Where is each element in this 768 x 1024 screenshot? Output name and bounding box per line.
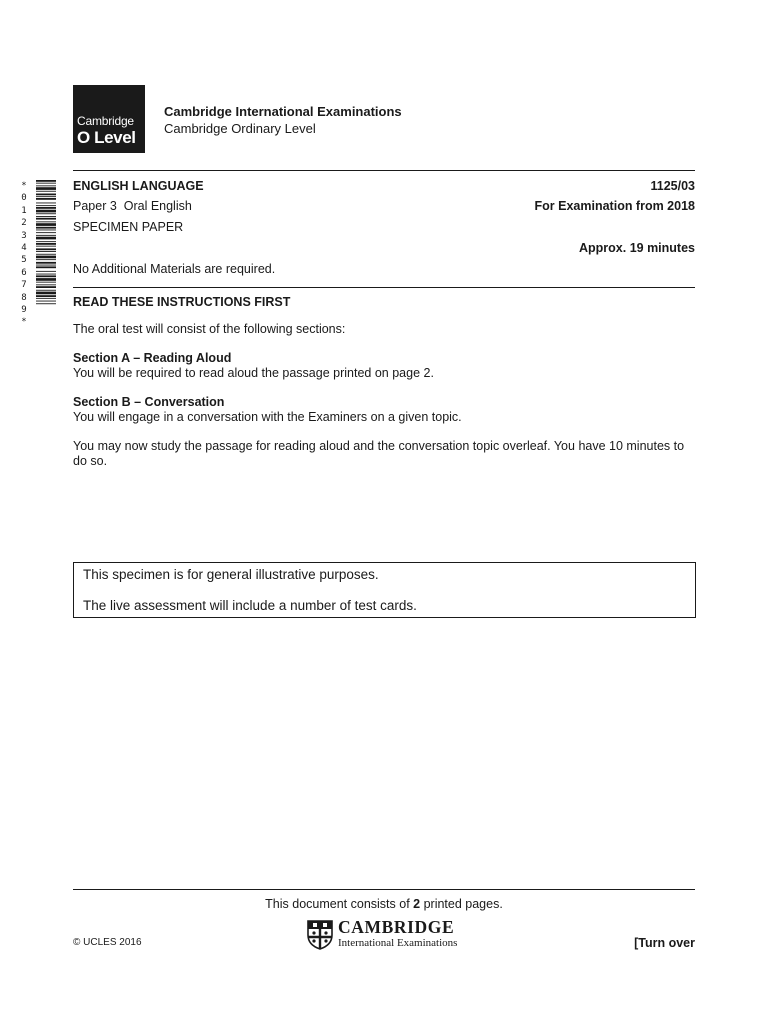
paper-name: Paper 3 Oral English [73,199,192,213]
barcode-stripe [36,295,56,297]
barcode-stripe [36,265,56,266]
paper-type: SPECIMEN PAPER [73,220,184,234]
barcode-digits [18,180,30,328]
barcode-stripe [36,205,56,206]
specimen-notice [73,562,696,618]
barcode-stripe [36,275,56,277]
barcode-digit: 1 [21,205,27,216]
duration: Approx. 19 minutes [579,241,695,255]
logo-line-cambridge: Cambridge [77,114,134,128]
instructions-divider [73,287,695,288]
barcode-stripe [36,274,56,275]
barcode-digit: 6 [21,267,27,278]
barcode-stripe [36,198,56,200]
barcode-digit: 0 [21,193,27,204]
section-a-title: Section A – Reading Aloud [73,351,232,365]
barcode-stripe [36,301,56,302]
barcode-stripe [36,187,56,190]
barcode-stripe [36,191,56,192]
top-divider [73,170,695,171]
barcode-stripe [36,256,56,259]
barcode-stripe [36,278,56,281]
barcode-stripe [36,235,56,236]
barcode-stripe [36,196,56,197]
instructions-heading: READ THESE INSTRUCTIONS FIRST [73,295,291,309]
barcode-stripe [36,230,56,231]
barcode-digit: 8 [21,292,27,303]
page-count-note [0,897,768,911]
o-level-logo [73,85,145,153]
barcode-stripe [36,254,56,255]
turn-over: [Turn over [634,936,695,950]
barcode-stripe [36,227,56,229]
barcode-stripe [36,194,56,196]
notice-line-1: This specimen is for general illustrative purposes. [83,567,379,582]
barcode-stripe [36,210,56,213]
org-subtitle: Cambridge Ordinary Level [164,121,316,136]
materials-note: No Additional Materials are required. [73,262,276,276]
exam-from: For Examination from 2018 [534,199,695,213]
barcode-stripe [36,298,56,299]
cambridge-wordmark-sub: International Examinations [338,937,458,949]
barcode-stripe [36,286,56,288]
barcode-stripe [36,262,56,264]
barcode-stripe [36,221,56,222]
barcode-stripe [36,282,56,283]
barcode-stripe [36,248,56,250]
barcode-stripe [36,292,56,295]
barcode-stripe [36,223,56,226]
barcode-stripe [36,243,56,245]
footer-divider [73,889,695,890]
barcode-digit: 2 [21,218,27,229]
barcode-stripe [36,185,56,186]
barcode-icon [36,180,56,305]
barcode-stripe [36,232,56,233]
page-count-suffix: printed pages. [420,897,503,911]
subject-name: ENGLISH LANGUAGE [73,179,204,193]
instructions-intro: The oral test will consist of the following sections: [73,322,346,336]
barcode-stripe [36,218,56,220]
barcode-stripe [36,180,56,182]
notice-line-2: The live assessment will include a number of test cards. [83,598,417,613]
barcode-stripe [36,213,56,214]
barcode-stripe [36,251,56,252]
barcode-stripe [36,207,56,209]
barcode-stripe [36,241,56,242]
org-title: Cambridge International Examinations [164,104,402,119]
barcode-stripe [36,237,56,240]
barcode-stripe [36,271,56,272]
logo-line-o-level: O Level [77,128,136,147]
barcode-stripe [36,183,56,184]
barcode-stripe [36,203,56,204]
barcode-stripe [36,259,56,260]
barcode-stripe [36,303,56,304]
barcode-digit: 4 [21,243,27,254]
barcode-stripe [36,266,56,268]
section-b-text: You will engage in a conversation with the Examiners on a given topic. [73,410,462,424]
barcode-digit: 9 [21,305,27,316]
barcode-stripe [36,284,56,285]
page-count-prefix: This document consists of [265,897,414,911]
copyright: © UCLES 2016 [73,937,142,948]
barcode-digit: 7 [21,280,27,291]
cambridge-wordmark: CAMBRIDGE [338,917,455,937]
barcode-digit: 3 [21,230,27,241]
section-b-title: Section B – Conversation [73,395,225,409]
study-text: You may now study the passage for reading aloud and the conversation topic overleaf. You have 10 minutes to do so. [73,439,685,468]
syllabus-code: 1125/03 [650,179,695,193]
barcode-stripe [36,216,56,217]
barcode-digit: * [21,317,27,328]
page-count-number: 2 [413,897,421,911]
barcode-stripe [36,290,56,291]
cambridge-crest-icon [307,920,333,950]
section-a-text: You will be required to read aloud the passage printed on page 2. [73,366,434,380]
barcode-stripe [36,246,56,247]
barcode-digit: 5 [21,255,27,266]
barcode-digit: * [21,181,27,191]
